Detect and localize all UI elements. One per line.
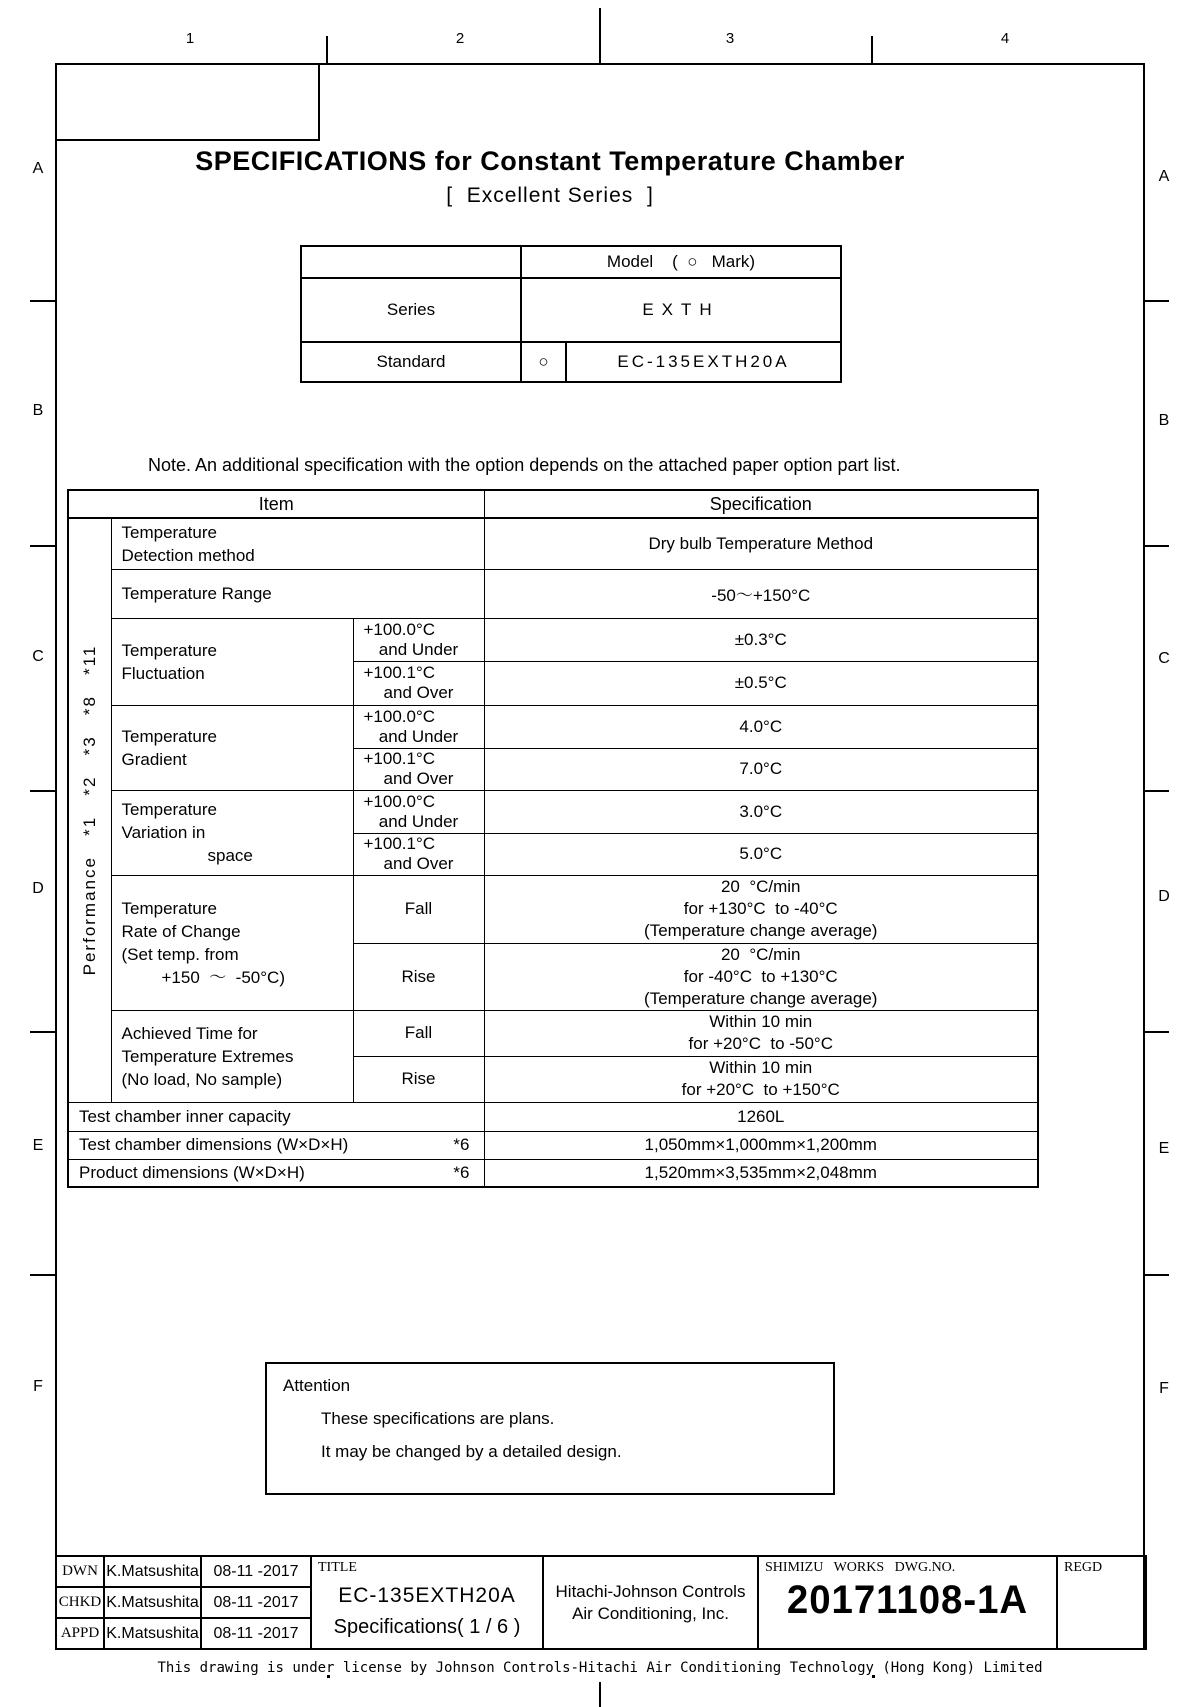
grid-row-a-left: A xyxy=(32,160,44,177)
grid-column-1: 1 xyxy=(185,30,195,47)
item-line: Gradient xyxy=(121,749,187,769)
item-line: Variation in xyxy=(121,823,206,842)
condition-line: and Over xyxy=(383,769,454,788)
item-line: (No load, No sample) xyxy=(121,1069,283,1089)
item-label: Test chamber dimensions (W×D×H) xyxy=(79,1135,349,1154)
dwg-number-cell xyxy=(758,1556,1057,1649)
grid-column-2: 2 xyxy=(455,30,465,47)
grid-tick-left xyxy=(30,300,56,302)
item-gradient xyxy=(111,705,353,790)
grid-row-c-right: C xyxy=(1158,650,1170,667)
spec-line: Within 10 min xyxy=(709,1012,813,1031)
item-fluctuation xyxy=(111,618,353,705)
item-line: Achieved Time for xyxy=(121,1023,258,1043)
grid-tick-top-left xyxy=(326,36,328,63)
grid-row-e-right: E xyxy=(1158,1140,1170,1157)
performance-label: Performance *1 *2 *3 *8 *11 xyxy=(79,644,99,976)
grid-tick-right xyxy=(1143,1274,1169,1276)
drawing-title-model: EC-135EXTH20A xyxy=(338,1584,516,1607)
chkd-date: 08-11 -2017 xyxy=(201,1587,311,1618)
spec-product-dimensions: 1,520mm×3,535mm×2,048mm xyxy=(484,1159,1038,1187)
item-line: (Set temp. from xyxy=(121,944,239,964)
item-line: Temperature Extremes xyxy=(121,1046,294,1066)
spec-gradient-under: 4.0°C xyxy=(484,705,1038,748)
spec-fluctuation-over: ±0.5°C xyxy=(484,661,1038,705)
company-name-line: Air Conditioning, Inc. xyxy=(572,1603,729,1623)
item-line: +150 ～ -50°C) xyxy=(161,967,285,987)
item-line: Temperature xyxy=(121,640,217,660)
dwn-date: 08-11 -2017 xyxy=(201,1556,311,1587)
spec-line: 20 °C/min xyxy=(720,944,801,964)
grid-tick-left xyxy=(30,545,56,547)
spec-line: Within 10 min xyxy=(709,1058,813,1077)
condition-line: +100.0°C xyxy=(363,706,436,726)
title-block xyxy=(55,1555,1147,1650)
dwn-name: K.Matsushita xyxy=(104,1556,201,1587)
attention-line: It may be changed by a detailed design. xyxy=(321,1442,622,1461)
condition-line: +100.0°C xyxy=(363,619,436,639)
footnote-marker: *6 xyxy=(453,1135,470,1154)
condition-line: +100.1°C xyxy=(363,834,436,853)
condition-over xyxy=(353,748,484,790)
condition-line: and Under xyxy=(378,811,459,831)
grid-tick-bottom-center xyxy=(599,1682,601,1707)
appd-date: 08-11 -2017 xyxy=(201,1618,311,1649)
grid-row-c-left: C xyxy=(32,648,44,665)
chkd-label: CHKD xyxy=(56,1587,104,1618)
corner-box xyxy=(55,63,320,141)
document-header xyxy=(60,146,1040,208)
item-line: Rate of Change xyxy=(121,921,241,941)
achieved-fall-label: Fall xyxy=(353,1010,484,1056)
item-line: Temperature xyxy=(121,898,217,918)
spec-range: -50～+150°C xyxy=(484,569,1038,618)
title-label: TITLE xyxy=(318,1560,357,1575)
model-header-cell: Model ( ○ Mark) xyxy=(521,246,841,278)
spec-achieved-fall xyxy=(484,1010,1038,1056)
item-line: space xyxy=(207,846,253,865)
item-variation xyxy=(111,790,353,875)
item-line: Temperature xyxy=(121,522,217,542)
footnote-marker: *6 xyxy=(453,1162,470,1182)
page-subtitle: [ Excellent Series ] xyxy=(446,184,654,207)
spec-achieved-rise xyxy=(484,1056,1038,1102)
condition-line: and Under xyxy=(378,639,459,659)
condition-line: +100.1°C xyxy=(363,749,436,768)
condition-line: and Under xyxy=(378,726,459,746)
item-line: Fluctuation xyxy=(121,663,205,683)
grid-tick-left xyxy=(30,790,56,792)
spec-chamber-dimensions: 1,050mm×1,000mm×1,200mm xyxy=(484,1131,1038,1159)
grid-row-a-right: A xyxy=(1158,168,1170,185)
item-achieved-time xyxy=(111,1010,353,1102)
performance-strip xyxy=(68,518,111,1102)
grid-row-d-right: D xyxy=(1158,888,1170,905)
appd-label: APPD xyxy=(56,1618,104,1649)
spec-inner-capacity: 1260L xyxy=(484,1102,1038,1131)
rate-fall-label: Fall xyxy=(353,875,484,943)
page-title: SPECIFICATIONS for Constant Temperature Chamber xyxy=(195,146,905,176)
chkd-name: K.Matsushita xyxy=(104,1587,201,1618)
spec-line: for +130°C to -40°C xyxy=(683,899,838,918)
grid-row-f-right: F xyxy=(1159,1380,1169,1397)
item-line: Detection method xyxy=(121,545,255,565)
item-inner-capacity: Test chamber inner capacity xyxy=(68,1102,484,1131)
spec-variation-under: 3.0°C xyxy=(484,790,1038,833)
option-note: Note. An additional specification with the option depends on the attached paper option part list. xyxy=(148,455,901,475)
drawing-title-page: Specifications( 1 / 6 ) xyxy=(333,1616,521,1638)
grid-column-3: 3 xyxy=(725,30,735,47)
spec-gradient-over: 7.0°C xyxy=(484,748,1038,790)
item-chamber-dimensions xyxy=(68,1131,484,1159)
dwg-number: 20171108-1A xyxy=(786,1578,1029,1622)
license-notice: This drawing is under license by Johnson Controls-Hitachi Air Conditioning Technology (Hong Kong) Limited xyxy=(157,1660,1043,1676)
achieved-rise-label: Rise xyxy=(353,1056,484,1102)
spec-line: for +20°C to +150°C xyxy=(681,1080,840,1099)
spec-column-header: Specification xyxy=(484,490,1038,518)
attention-box xyxy=(265,1362,835,1495)
condition-under xyxy=(353,790,484,833)
condition-over xyxy=(353,833,484,875)
condition-line: and Over xyxy=(383,683,454,702)
grid-tick-right xyxy=(1143,545,1169,547)
grid-tick-right xyxy=(1143,1031,1169,1033)
series-label: Series xyxy=(301,278,521,342)
spec-rate-rise xyxy=(484,943,1038,1010)
condition-line: +100.1°C xyxy=(363,663,436,682)
standard-model-number: EC-135EXTH20A xyxy=(566,342,841,382)
dwn-label: DWN xyxy=(56,1556,104,1587)
spec-fluctuation-under: ±0.3°C xyxy=(484,618,1038,661)
grid-row-b-right: B xyxy=(1158,412,1170,429)
standard-mark-circle: ○ xyxy=(521,342,566,382)
item-range: Temperature Range xyxy=(111,569,484,618)
spec-detection: Dry bulb Temperature Method xyxy=(484,518,1038,569)
item-rate-of-change xyxy=(111,875,353,1010)
grid-row-e-left: E xyxy=(32,1137,44,1154)
grid-tick-top-center xyxy=(599,8,601,63)
grid-row-b-left: B xyxy=(32,402,44,419)
spec-line: (Temperature change average) xyxy=(644,988,878,1008)
grid-tick-right xyxy=(1143,300,1169,302)
condition-over xyxy=(353,661,484,705)
model-table xyxy=(300,245,842,383)
company-cell xyxy=(543,1556,758,1649)
grid-column-4: 4 xyxy=(1000,30,1010,47)
grid-tick-left xyxy=(30,1031,56,1033)
condition-under xyxy=(353,705,484,748)
condition-line: and Over xyxy=(383,854,454,873)
series-value: EXTH xyxy=(521,278,841,342)
condition-line: +100.0°C xyxy=(363,791,436,811)
standard-label: Standard xyxy=(301,342,521,382)
grid-row-f-left: F xyxy=(33,1378,43,1395)
spec-line: (Temperature change average) xyxy=(644,921,878,940)
grid-row-d-left: D xyxy=(32,880,44,897)
appd-name: K.Matsushita xyxy=(104,1618,201,1649)
item-column-header: Item xyxy=(68,490,484,518)
spec-line: 20 °C/min xyxy=(720,877,801,896)
item-label: Product dimensions (W×D×H) xyxy=(79,1162,305,1182)
item-detection xyxy=(111,518,484,569)
company-name-line: Hitachi-Johnson Controls xyxy=(555,1581,746,1601)
rate-rise-label: Rise xyxy=(353,943,484,1010)
item-line: Temperature xyxy=(121,800,217,819)
model-blank-cell xyxy=(301,246,521,278)
title-cell xyxy=(311,1556,543,1649)
regd-cell xyxy=(1057,1556,1146,1649)
item-product-dimensions xyxy=(68,1159,484,1187)
spec-rate-fall xyxy=(484,875,1038,943)
condition-under xyxy=(353,618,484,661)
grid-tick-left xyxy=(30,1274,56,1276)
regd-label: REGD xyxy=(1064,1560,1103,1575)
attention-title: Attention xyxy=(283,1376,351,1395)
spec-line: for +20°C to -50°C xyxy=(688,1034,833,1053)
item-line: Temperature xyxy=(121,726,217,746)
spec-variation-over: 5.0°C xyxy=(484,833,1038,875)
spec-table xyxy=(67,489,1039,1188)
grid-tick-top-right xyxy=(871,36,873,63)
spec-line: for -40°C to +130°C xyxy=(683,966,838,986)
attention-line: These specifications are plans. xyxy=(321,1409,555,1428)
grid-tick-right xyxy=(1143,790,1169,792)
dwg-number-label: SHIMIZU WORKS DWG.NO. xyxy=(765,1560,956,1575)
